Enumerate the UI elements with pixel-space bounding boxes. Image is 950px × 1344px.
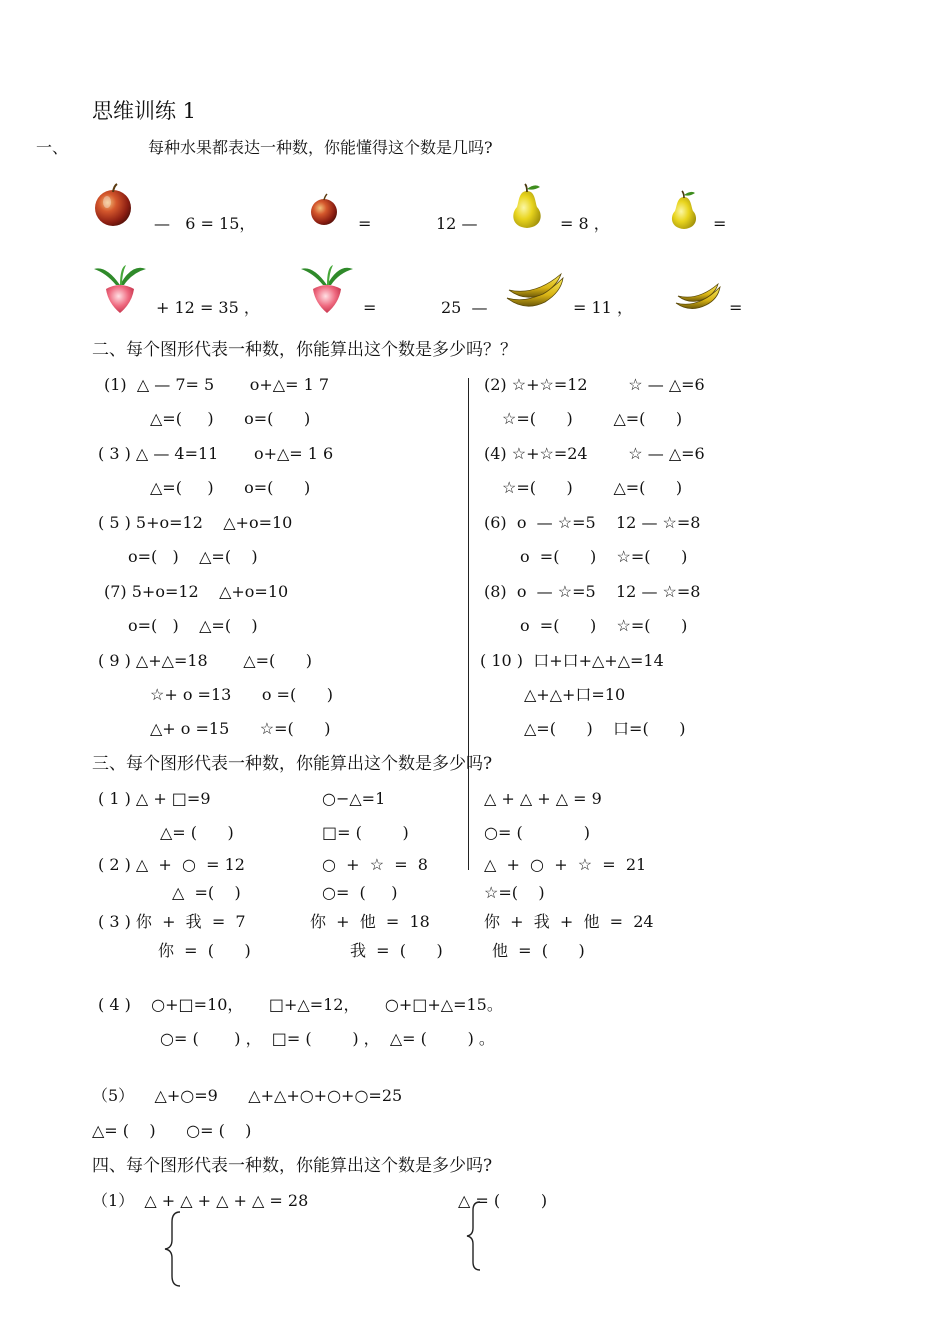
s3-q2-eq2: ○ + ☆ = 8: [322, 855, 428, 874]
s2-q10: ( 10 ) 口+口+△+△=14: [480, 651, 664, 670]
s3-q3-ans2: 我 = ( ): [350, 941, 443, 960]
page-title: 思维训练 1: [92, 99, 197, 123]
s3-q5: （5） △+○=9 △+△+○+○+○=25: [92, 1086, 403, 1105]
s3-q2-eq1: ( 2 ) △ + ○ = 12: [98, 855, 245, 874]
section1-number: 一、: [36, 138, 69, 157]
eq-banana-minus: 25 —: [441, 298, 488, 317]
eq-pear-equals: =: [713, 214, 727, 233]
left-brace-icon: [464, 1200, 484, 1272]
section1-heading: 每种水果都表达一种数，你能懂得这个数是几吗?: [148, 138, 493, 157]
eq-radish-plus: + 12 = 35 ，: [156, 298, 260, 317]
s3-q4-answer: ○= ( ) ， □= ( ) ， △= ( ) 。: [160, 1029, 495, 1048]
eq-apple-minus: — 6 = 15，: [154, 214, 256, 233]
radish-icon: [92, 263, 148, 315]
s2-q9: ( 9 ) △+△=18 △=( ): [98, 651, 313, 670]
eq-apple-equals: =: [358, 214, 372, 233]
s2-q8: (8) o — ☆=5 12 — ☆=8: [484, 582, 701, 601]
s3-q1-ans3: ○= ( ): [484, 823, 590, 842]
apple-icon: [308, 193, 340, 227]
s3-q3-ans3: 他 = ( ): [492, 941, 585, 960]
s2-q5-answer: o=( ) △=( ): [128, 547, 258, 566]
s3-q1-ans2: □= ( ): [322, 823, 409, 842]
s3-q2-ans1: △ =( ): [172, 883, 241, 902]
s3-q3-eq2: 你 + 他 = 18: [310, 912, 430, 931]
s3-q5-answer: △= ( ) ○= ( ): [92, 1121, 252, 1140]
eq-radish-equals: =: [363, 298, 377, 317]
eq-pear-equals-8: = 8 ，: [560, 214, 610, 233]
s3-q1-ans1: △= ( ): [160, 823, 234, 842]
section4-heading: 四、每个图形代表一种数，你能算出这个数是多少吗?: [92, 1156, 493, 1176]
section3-heading: 三、每个图形代表一种数，你能算出这个数是多少吗?: [92, 754, 493, 774]
s2-q3-answer: △=( ) o=( ): [150, 478, 311, 497]
s2-q3: ( 3 ) △ — 4=11 o+△= 1 6: [98, 444, 334, 463]
s2-q6: (6) o — ☆=5 12 — ☆=8: [484, 513, 701, 532]
s2-q5: ( 5 ) 5+o=12 △+o=10: [98, 513, 293, 532]
s2-q8-answer: o =( ) ☆=( ): [520, 616, 688, 635]
s3-q3-ans1: 你 = ( ): [158, 941, 251, 960]
eq-banana-equals-11: = 11 ，: [573, 298, 633, 317]
s3-q2-ans2: ○= ( ): [322, 883, 398, 902]
s2-q1-answer: △=( ) o=( ): [150, 409, 311, 428]
pear-icon: [665, 190, 701, 232]
s3-q1-eq2: ○−△=1: [322, 789, 386, 808]
s2-q9-line2: ☆+ o =13 o =( ): [150, 685, 333, 704]
s3-q3-eq1: ( 3 ) 你 + 我 = 7: [98, 912, 246, 931]
eq-pear-minus: 12 —: [436, 214, 478, 233]
pear-icon: [505, 183, 547, 231]
s2-q2-answer: ☆=( ) △=( ): [502, 409, 683, 428]
s4-q1: （1） △ + △ + △ + △ = 28: [92, 1191, 309, 1210]
s4-q1-answer: △ = ( ): [458, 1191, 548, 1210]
column-divider: [468, 378, 469, 870]
s3-q3-eq3: 你 + 我 + 他 = 24: [484, 912, 654, 931]
eq-banana-equals: =: [729, 298, 743, 317]
banana-icon: [505, 272, 565, 312]
s2-q9-line3: △+ o =15 ☆=( ): [150, 719, 331, 738]
s2-q7-answer: o=( ) △=( ): [128, 616, 258, 635]
s2-q7: (7) 5+o=12 △+o=10: [104, 582, 289, 601]
s3-q1-eq3: △ + △ + △ = 9: [484, 789, 602, 808]
s2-q10-line3: △=( ) 口=( ): [524, 719, 686, 738]
s2-q4-answer: ☆=( ) △=( ): [502, 478, 683, 497]
left-brace-icon: [162, 1210, 184, 1288]
radish-icon: [299, 263, 355, 315]
s2-q2: (2) ☆+☆=12 ☆ — △=6: [484, 375, 705, 394]
s3-q1-eq1: ( 1 ) △ + □=9: [98, 789, 211, 808]
section2-heading: 二、每个图形代表一种数，你能算出这个数是多少吗？？: [92, 340, 517, 360]
apple-icon: [92, 182, 134, 228]
banana-icon: [674, 283, 722, 313]
s3-q4: ( 4 ) ○+□=10， □+△=12， ○+□+△=15。: [98, 995, 503, 1014]
s2-q6-answer: o =( ) ☆=( ): [520, 547, 688, 566]
s3-q2-eq3: △ + ○ + ☆ = 21: [484, 855, 647, 874]
s3-q2-ans3: ☆=( ): [484, 883, 545, 902]
s2-q4: (4) ☆+☆=24 ☆ — △=6: [484, 444, 705, 463]
s2-q10-line2: △+△+口=10: [524, 685, 626, 704]
s2-q1: (1) △ — 7= 5 o+△= 1 7: [104, 375, 330, 394]
